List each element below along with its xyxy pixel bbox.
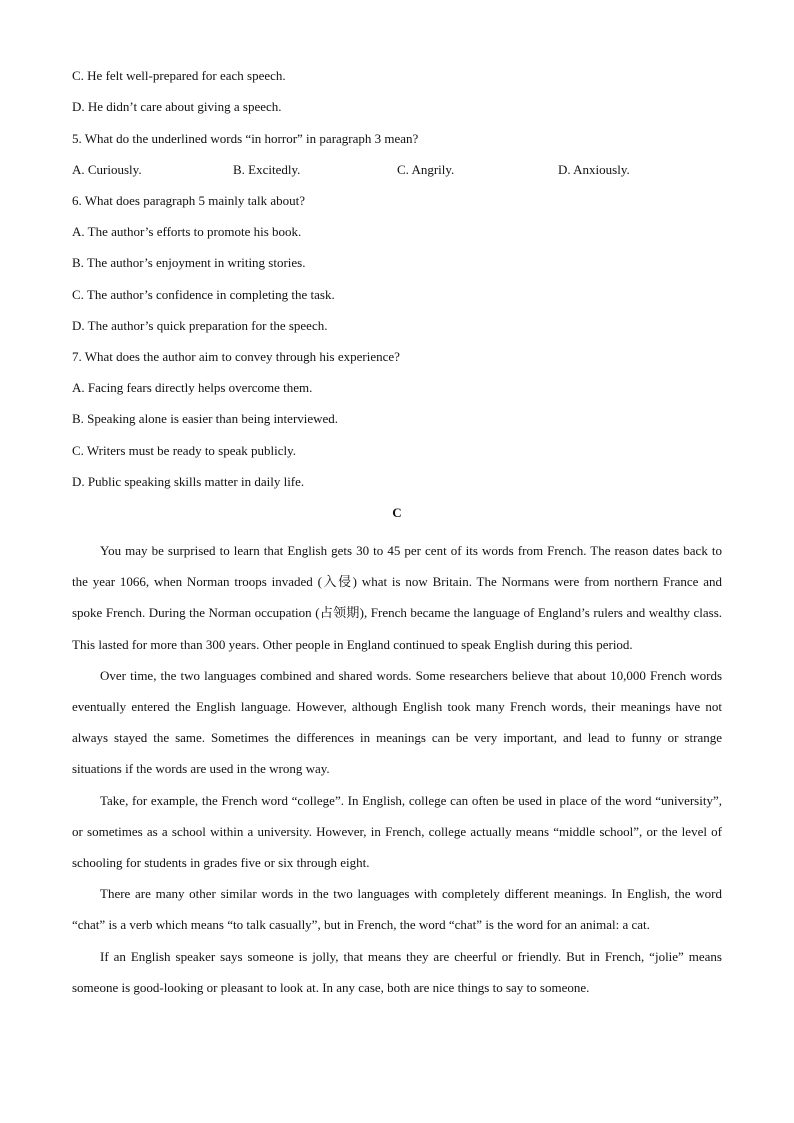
q7-option-c: C. Writers must be ready to speak publicly. [72, 443, 297, 458]
q5-option-a: A. Curiously. [72, 162, 142, 177]
passage-paragraph: Over time, the two languages combined and shared words. Some researchers believe that about 10,000 French words eventually entered the English language. However, although English took many French words, their meanings have not always stayed the same. Sometimes the differences in meanings can be very important, and lead to funny or strange situations if the words are used in the wrong way. [72, 667, 722, 777]
q7-stem: 7. What does the author aim to convey through his experience? [72, 349, 400, 364]
q4-option-d: D. He didn’t care about giving a speech. [72, 99, 282, 114]
q7-option-a: A. Facing fears directly helps overcome them. [72, 380, 313, 395]
section-heading: C [392, 505, 402, 520]
q6-option-c: C. The author’s confidence in completing the task. [72, 287, 335, 302]
q5-option-b: B. Excitedly. [233, 162, 301, 177]
q4-option-c: C. He felt well-prepared for each speech. [72, 68, 286, 83]
q5-option-d: D. Anxiously. [558, 162, 630, 177]
q6-stem: 6. What does paragraph 5 mainly talk about? [72, 193, 305, 208]
passage-paragraph: Take, for example, the French word “college”. In English, college can often be used in place of the word “university”, or sometimes as a school within a university. However, in French, college actually means “middle school”, or the level of schooling for students in grades five or six through eight. [72, 792, 722, 871]
reading-passage [72, 535, 722, 1003]
passage-paragraph: If an English speaker says someone is jolly, that means they are cheerful or friendly. But in French, “jolie” means someone is good-looking or pleasant to look at. In any case, both are nice things to say to someone. [72, 948, 722, 995]
passage-paragraph: There are many other similar words in the two languages with completely different meanings. In English, the word “chat” is a verb which means “to talk casually”, but in French, the word “chat” is the word for an animal: a cat. [72, 886, 722, 933]
q5-option-c: C. Angrily. [397, 162, 455, 177]
q6-option-d: D. The author’s quick preparation for the speech. [72, 318, 328, 333]
passage-paragraph: You may be surprised to learn that English gets 30 to 45 per cent of its words from French. The reason dates back to the year 1066, when Norman troops invaded (入侵) what is now Britain. The Normans were from northern France and spoke French. During the Norman occupation (占领期), French became the language of England’s rulers and wealthy class. This lasted for more than 300 years. Other people in England continued to speak English during this period. [72, 543, 722, 652]
q5-options [0, 162, 794, 180]
q7-option-b: B. Speaking alone is easier than being interviewed. [72, 411, 339, 426]
q6-option-b: B. The author’s enjoyment in writing stories. [72, 255, 306, 270]
q6-option-a: A. The author’s efforts to promote his book. [72, 224, 302, 239]
q5-stem: 5. What do the underlined words “in horror” in paragraph 3 mean? [72, 131, 419, 146]
q7-option-d: D. Public speaking skills matter in daily life. [72, 474, 305, 489]
